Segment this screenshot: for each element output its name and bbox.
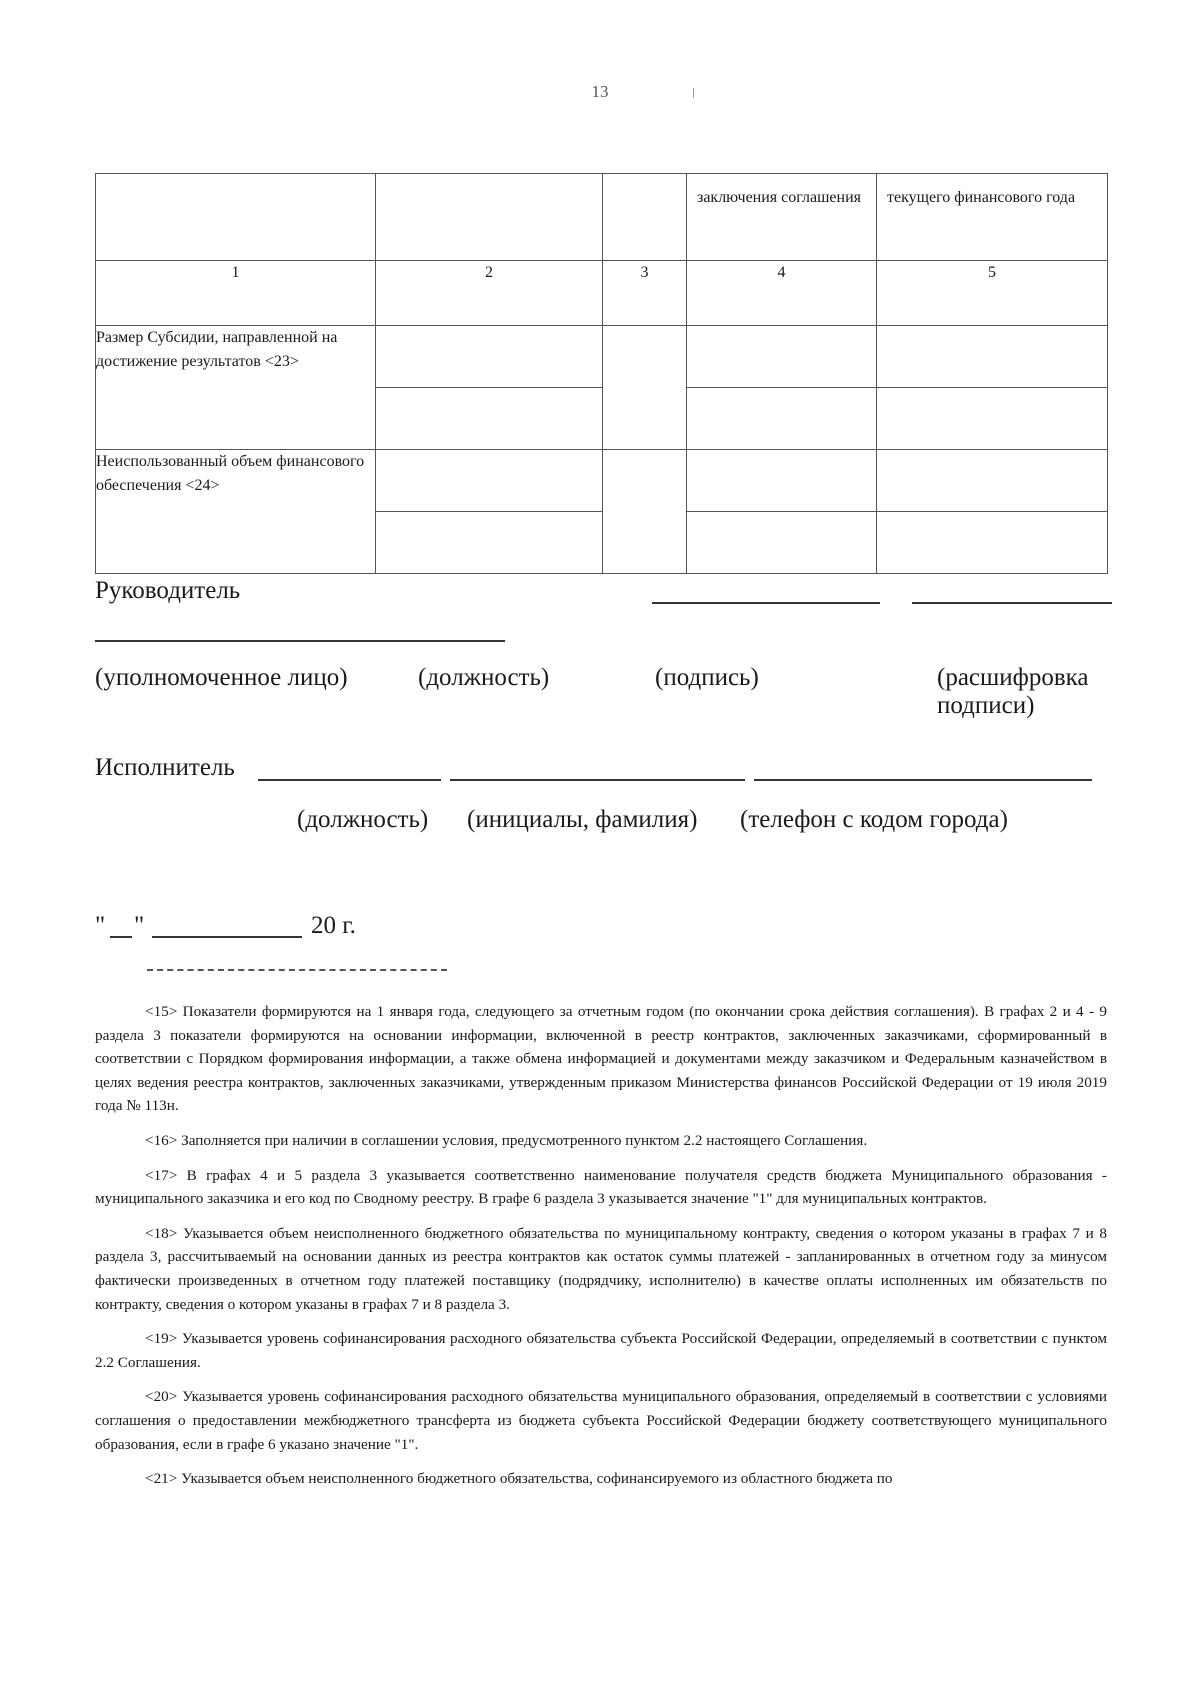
column-number: 5 [877, 261, 1108, 326]
row-label-unused: Неиспользованный объем финансового обеспечения <24> [96, 450, 376, 574]
caption-executor-position: (должность) [297, 806, 429, 833]
table-cell [376, 450, 603, 512]
table-cell [687, 388, 877, 450]
footnote-18: <18> Указывается объем неисполненного бюджетного обязательства по муниципальному контракту, сведения о котором указаны в графах 7 и 8 раздела 3, рассчитываемый на основании данных из реестра контрактов как остаток суммы платежей - запланированных в отчетном году за минусом фактически произведенных в отчетном году платежей поставщику (подрядчику, исполнителю) в качестве оплаты исполненных им обязательств по контракту, сведения о котором указаны в графах 7 и 8 раздела 3. [95, 1224, 1107, 1313]
head-decoding-line [912, 602, 1112, 604]
date-day-line [110, 936, 132, 938]
table-cell [877, 388, 1108, 450]
column-number: 4 [687, 261, 877, 326]
head-position-line [95, 640, 505, 642]
footnote-19: <19> Указывается уровень софинансирования расходного обязательства субъекта Российской Федерации, определяемый в соответствии с пунктом 2.2 Соглашения. [95, 1330, 1107, 1371]
caption-executor-phone: (телефон с кодом города) [740, 806, 1008, 833]
table-cell [603, 326, 687, 450]
header-cell-3 [603, 174, 687, 261]
header-col4-text: заключения соглашения [697, 189, 861, 206]
report-table [95, 173, 1108, 574]
table-cell [603, 450, 687, 574]
table-cell [877, 450, 1108, 512]
footnote-21: <21> Указывается объем неисполненного бюджетного обязательства, софинансируемого из областного бюджета по [145, 1470, 893, 1488]
caption-executor-name: (инициалы, фамилия) [467, 806, 698, 833]
table-row [96, 326, 1108, 388]
table-cell [687, 450, 877, 512]
header-cell-4 [687, 174, 877, 261]
table-cell [376, 512, 603, 574]
caption-authorized: (уполномоченное лицо) [95, 664, 348, 691]
footnote-20: <20> Указывается уровень софинансирования расходного обязательства муниципального образования, определяемый в соответствии с условиями соглашения о предоставлении межбюджетного трансферта из бюджета субъекта Российской Федерации бюджету соответствующего муниципального образования, если в графе 6 указано значение "1". [95, 1388, 1107, 1453]
row-label-subsidy: Размер Субсидии, направленной на достижение результатов <23> [96, 326, 376, 450]
executor-phone-line [754, 779, 1092, 781]
page-number: 13 [591, 82, 609, 101]
header-cell-5 [877, 174, 1108, 261]
table-cell [877, 326, 1108, 388]
executor-name-line [450, 779, 745, 781]
caption-signature: (подпись) [655, 664, 759, 691]
caption-decoding [937, 664, 1107, 720]
caption-position: (должность) [418, 664, 550, 691]
column-number: 3 [603, 261, 687, 326]
date-quote-close: " [134, 912, 145, 939]
header-col5-text: текущего финансового года [887, 189, 1076, 206]
table-row [96, 450, 1108, 512]
column-number-row [96, 261, 1108, 326]
date-year: 20 г. [311, 912, 356, 939]
header-cell-2 [376, 174, 603, 261]
scan-mark [693, 88, 694, 98]
head-signature-line [652, 602, 880, 604]
table-cell [376, 326, 603, 388]
column-number: 2 [376, 261, 603, 326]
header-cell-1 [96, 174, 376, 261]
table-cell [376, 388, 603, 450]
head-label: Руководитель [95, 577, 241, 604]
footnote-17: <17> В графах 4 и 5 раздела 3 указывается соответственно наименование получателя средств бюджета Муниципального образования - муниципального заказчика и его код по Сводному реестру. В графе 6 раздела 3 указывается значение "1" для муниципальных контрактов. [95, 1166, 1107, 1208]
footnotes [95, 1000, 1107, 1502]
table-cell [687, 512, 877, 574]
table-cell [687, 326, 877, 388]
column-number: 1 [96, 261, 376, 326]
footnote-separator [147, 969, 447, 971]
executor-label: Исполнитель [95, 754, 235, 781]
table-header-row [96, 174, 1108, 261]
date-quote-open: " [95, 912, 106, 939]
footnote-16: <16> Заполняется при наличии в соглашении условия, предусмотренного пунктом 2.2 настоящего Соглашения. [145, 1131, 868, 1149]
footnote-15: <15> Показатели формируются на 1 января года, следующего за отчетным годом (по окончании срока действия соглашения). В графах 2 и 4 - 9 раздела 3 показатели формируются на основании информации, включенной в реестр контрактов, заключенных заказчиками, сформированный в соответствии с Порядком формирования информации, а также обмена информацией и документами между заказчиком и Федеральным казначейством в целях ведения реестра контрактов, заключенных заказчиками, утвержденным приказом Министерства финансов Российской Федерации от 19 июля 2019 года № 113н. [95, 1003, 1107, 1115]
date-month-line [152, 936, 302, 938]
caption-decoding-text: (расшифровка подписи) [937, 664, 1089, 719]
executor-position-line [258, 779, 441, 781]
table-cell [877, 512, 1108, 574]
